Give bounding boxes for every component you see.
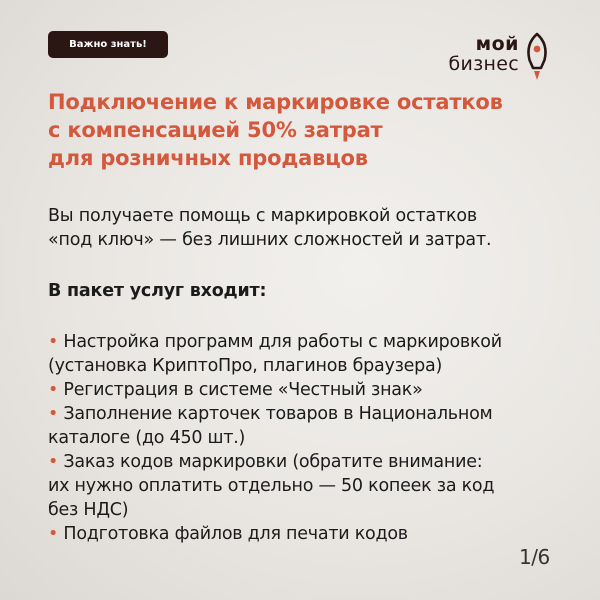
bullet-icon: •: [48, 332, 59, 352]
headline-line: Подключение к маркировке остатков: [48, 90, 503, 114]
list-item-text: без НДС): [48, 500, 129, 520]
page-indicator: 1/6: [519, 545, 550, 569]
headline-line: с компенсацией 50% затрат: [48, 118, 383, 142]
list-item-text: их нужно оплатить отдельно — 50 копеек за код: [48, 476, 495, 496]
list-item: [48, 402, 578, 450]
headline-line: для розничных продавцов: [48, 146, 368, 170]
headline: [48, 88, 568, 172]
logo-line-1: мой: [475, 33, 519, 55]
list-item-text: Заполнение карточек товаров в Национальном: [63, 404, 493, 424]
list-item-text: (установка КриптоПро, плагинов браузера): [48, 356, 443, 376]
bullet-icon: •: [48, 452, 59, 472]
moy-biznes-logo: [431, 32, 559, 90]
bullet-icon: •: [48, 524, 59, 544]
bullet-icon: •: [48, 380, 59, 400]
list-item-text: Настройка программ для работы с маркировкой: [63, 332, 502, 352]
list-item: [48, 522, 578, 546]
list-item: [48, 330, 578, 378]
intro-line: Вы получаете помощь с маркировкой остатков: [48, 206, 477, 226]
services-list: [48, 330, 578, 546]
intro-paragraph: [48, 204, 568, 252]
list-item-text: Регистрация в системе «Честный знак»: [63, 380, 423, 400]
logo-line-2: бизнес: [448, 53, 519, 75]
important-badge-label: Важно знать!: [69, 39, 147, 50]
bullet-icon: •: [48, 404, 59, 424]
list-item: [48, 378, 578, 402]
intro-line: «под ключ» — без лишних сложностей и затрат.: [48, 230, 492, 250]
list-item-text: Заказ кодов маркировки (обратите внимание:: [63, 452, 483, 472]
services-heading: В пакет услуг входит:: [48, 281, 267, 301]
rocket-icon: [524, 32, 550, 82]
list-item-text: Подготовка файлов для печати кодов: [63, 524, 408, 544]
list-item-text: каталоге (до 450 шт.): [48, 428, 246, 448]
important-badge: [48, 31, 168, 58]
list-item: [48, 450, 578, 522]
